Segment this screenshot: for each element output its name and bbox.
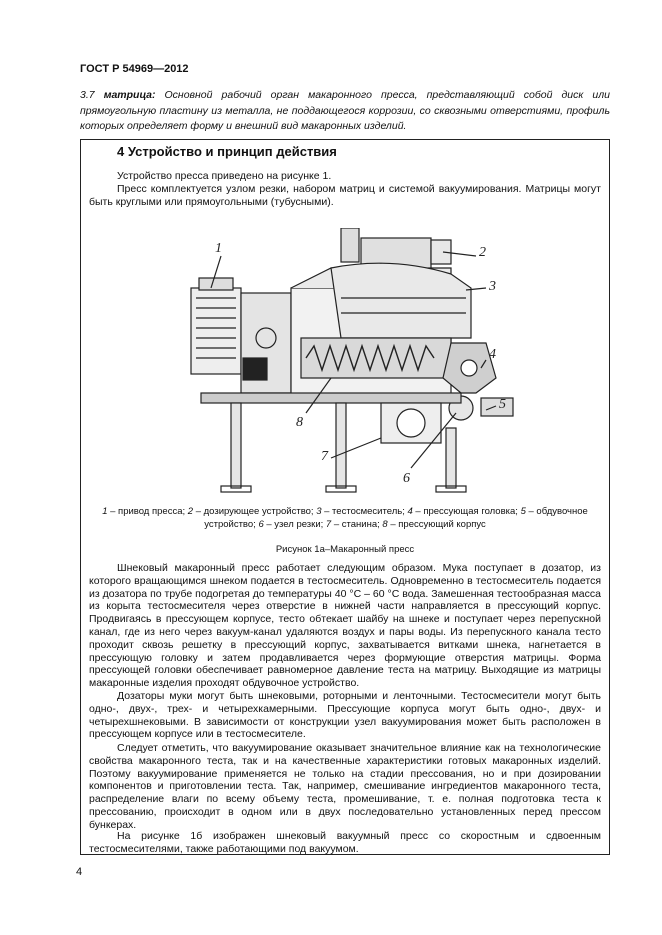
definition-3-7 (80, 88, 610, 135)
legend-num: 8 (382, 518, 388, 530)
figure-caption: Рисунок 1а–Макаронный пресс (275, 544, 415, 555)
legend-num: 6 (258, 518, 264, 530)
dosing-device-part (341, 228, 451, 268)
figure-legend (89, 506, 601, 531)
legend-text: – прессующая головка; (412, 506, 521, 517)
definition-number: 3.7 (80, 89, 95, 101)
definition-text: Основной рабочий орган макаронного пресса, представляющий собой диск или прямоугольную пластину из металла, не поддающегося коррозии, со сквозными отверстиями, профиль которых определяет форму и внешний вид макаронных изделий. (80, 89, 610, 132)
callout-7: 7 (321, 449, 328, 464)
body-paragraph-1: Шнековый макаронный пресс работает следующим образом. Мука поступает в дозатор, из которого вращающимся шнеком подается в тестосмеситель. Одновременно в тестосмеситель подается из дозатора по трубе подогретая до температуры 40 °С – 60 °С вода. Замешенная тестообразная масса из корыта тестосмесителя через отверстие в нижней части направляется в прессующий корпус. Продвигаясь в прессующем корпусе, тесто обтекает шайбу на шнеке и поступает через перепускной канал, где из него через вакуум-канал удаляются воздух и пары воды. Из перепускного канала тесто проходит сквозь решетку в прессующий корпус, захватывается витками шнека, нагнетается в прессующую головку и затем продавливается через формующие отверстия матрицы. Форма прессующей головки обеспечивает равномерное давление теста на матрицу. Выходящие из матрицы макаронные изделия проходят обдувочное устройство. (89, 562, 601, 690)
body-paragraph-3: Следует отметить, что вакуумирование оказывает значительное влияние как на технологические свойства макаронного теста, так и на качественные характеристики готовых макаронных изделий. Поэтому вакуумирование применяется не только на стадии прессования, но и при дозировании компонентов и приготовлении теста. Так, например, смешивание ингредиентов макаронного теста, распределение влаги по всему объему теста, промешивание, т. е. полная подготовка теста к прессованию, происходит в одном или в двух последовательно установленных перед прессом бункерах. (89, 742, 601, 831)
macaroni-press-drawing (181, 228, 521, 508)
dough-mixer-part (331, 263, 471, 338)
legend-text: – обдувочное устройство; (204, 506, 588, 530)
callout-3: 3 (489, 279, 496, 294)
legend-num: 2 (187, 506, 194, 517)
legend-num: 1 (102, 506, 108, 517)
definition-term: матрица: (103, 89, 156, 101)
legend-text: – станина; (331, 518, 383, 530)
legend-num: 7 (325, 518, 332, 530)
callout-2: 2 (479, 245, 486, 260)
page-header-standard: ГОСТ Р 54969—2012 (80, 63, 189, 75)
legend-num: 3 (316, 506, 322, 517)
legend-text: – дозирующее устройство; (193, 506, 317, 517)
blower-part (481, 398, 513, 416)
section-frame (80, 139, 610, 855)
callout-5: 5 (499, 397, 506, 412)
legend-num: 5 (520, 506, 526, 517)
callout-6: 6 (403, 471, 410, 486)
press-housing-part (301, 338, 451, 378)
legend-text: – узел резки; (263, 518, 326, 530)
intro-paragraph-2: Пресс комплектуется узлом резки, набором матриц и системой вакуумирования. Матрицы могут быть круглыми или прямоугольными (тубусными). (89, 183, 601, 208)
legend-text: – тестосмеситель; (321, 506, 408, 517)
callout-4: 4 (489, 347, 496, 362)
section-title: 4 Устройство и принцип действия (117, 144, 337, 159)
intro-paragraph-1: Устройство пресса приведено на рисунке 1. (117, 170, 332, 182)
callout-1: 1 (215, 241, 222, 256)
body-paragraph-4: На рисунке 1б изображен шнековый вакуумный пресс со скоростным и сдвоенным тестосмесителями, также работающими под вакуумом. (89, 830, 601, 855)
callout-8: 8 (296, 415, 303, 430)
page-number: 4 (76, 866, 83, 878)
legend-text: – привод пресса; (107, 506, 188, 517)
legend-num: 4 (407, 506, 413, 517)
body-paragraph-2: Дозаторы муки могут быть шнековыми, роторными и ленточными. Тестосмесители могут быть одно-, двух-, трех- и четырехкамерными. Прессующие корпуса могут быть одно-, двух- и четырехшнековыми. В зависимости от конструкции узел вакуумирования может быть расположен в прессующем корпусе или в тестосмесителе. (89, 690, 601, 741)
machine-frame-part (201, 393, 466, 492)
legend-text: – прессующий корпус (387, 518, 486, 530)
press-drive-part (191, 278, 291, 393)
